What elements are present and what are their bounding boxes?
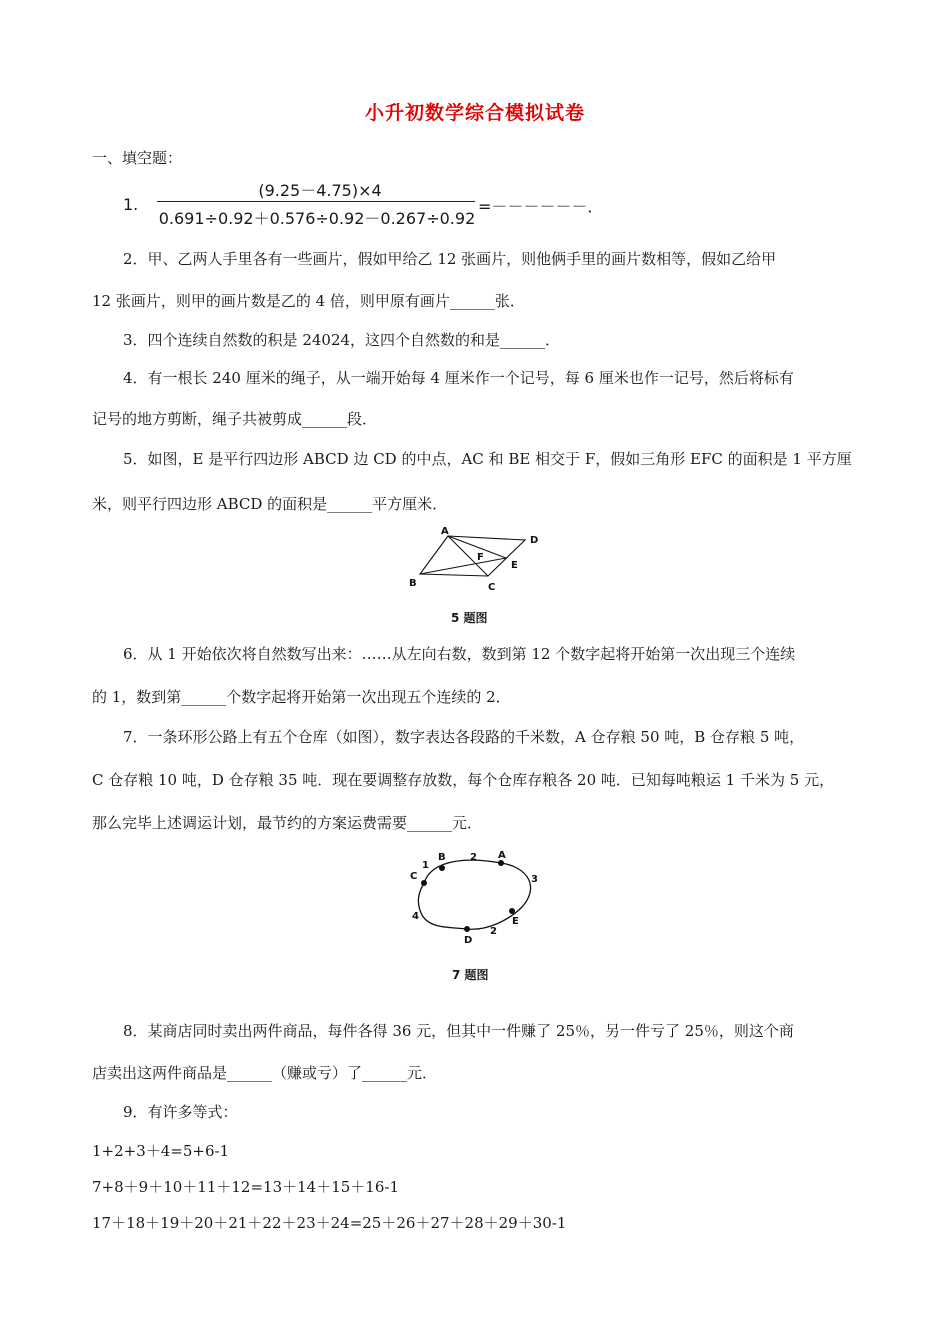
q5-figure-caption: 5 题图: [451, 611, 488, 625]
q9-equation-3: 17＋18＋19＋20＋21＋22＋23＋24=25＋26＋27＋28＋29＋30-1: [92, 1214, 567, 1232]
q8-line1: 8．某商店同时卖出两件商品，每件各得 36 元，但其中一件赚了 25％，另一件亏了 25％，则这个商: [123, 1022, 794, 1040]
q7-dist-ed: 2: [490, 926, 497, 937]
q5-label-b: B: [409, 578, 417, 589]
q9-equation-2: 7+8＋9＋10＋11＋12=13＋14＋15＋16-1: [92, 1178, 399, 1196]
q7-label-e: E: [512, 916, 519, 927]
q1-denominator: 0.691÷0.92＋0.576÷0.92－0.267÷0.92: [158, 209, 476, 228]
q2-line2: 12 张画片，则甲的画片数是乙的 4 倍，则甲原有画片______张．: [92, 292, 525, 310]
q1-answer-blank: =－－－－－－．: [478, 197, 604, 216]
q7-dist-ae: 3: [531, 874, 538, 885]
q5-parallelogram-figure: [400, 526, 550, 594]
page-title: 小升初数学综合模拟试卷: [364, 102, 585, 124]
q7-line2: C 仓存粮 10 吨，D 仓存粮 35 吨．现在要调整存放数，每个仓库存粮各 20 吨．已知每吨粮运 1 千米为 5 元，: [92, 771, 835, 789]
q2-line1: 2．甲、乙两人手里各有一些画片，假如甲给乙 12 张画片，则他俩手里的画片数相等，假如乙给甲: [123, 250, 777, 268]
q7-figure-caption: 7 题图: [452, 968, 489, 982]
q7-dist-ba: 2: [470, 852, 477, 863]
q7-ring-road-figure: [400, 845, 550, 955]
q5-label-c: C: [488, 582, 496, 593]
q9-equation-1: 1+2+3＋4=5+6-1: [92, 1142, 230, 1160]
q7-label-a: A: [498, 850, 506, 861]
section-heading: 一、填空题：: [92, 149, 183, 167]
q8-line2: 店卖出这两件商品是______（赚或亏）了______元．: [92, 1064, 438, 1082]
q6-line2: 的 1，数到第______个数字起将开始第一次出现五个连续的 2．: [92, 688, 511, 706]
q7-label-c: C: [410, 871, 418, 882]
q3-line1: 3．四个连续自然数的积是 24024，这四个自然数的和是______．: [123, 331, 561, 349]
q1-number: 1.: [123, 195, 139, 214]
q5-label-d: D: [530, 535, 539, 546]
q9-line1: 9．有许多等式：: [123, 1103, 238, 1121]
q5-label-f: F: [477, 552, 484, 563]
q1-numerator: (9.25－4.75)×4: [258, 181, 382, 200]
q7-line3: 那么完毕上述调运计划，最节约的方案运费需要______元．: [92, 814, 483, 832]
q7-label-b: B: [438, 852, 446, 863]
q7-line1: 7．一条环形公路上有五个仓库（如图），数字表达各段路的千米数，A 仓存粮 50 吨，B 仓存粮 5 吨，: [123, 728, 805, 746]
q1-fraction-bar: [157, 201, 475, 202]
q7-dist-dc: 4: [412, 911, 419, 922]
q4-line2: 记号的地方剪断，绳子共被剪成______段．: [92, 410, 378, 428]
q5-line1: 5．如图，E 是平行四边形 ABCD 边 CD 的中点，AC 和 BE 相交于 F，假如三角形 EFC 的面积是 1 平方厘: [123, 450, 852, 468]
q6-line1: 6．从 1 开始依次将自然数写出来：……从左向右数，数到第 12 个数字起将开始第一次出现三个连续: [123, 645, 796, 663]
q5-label-a: A: [441, 526, 449, 537]
q5-line2: 米，则平行四边形 ABCD 的面积是______平方厘米．: [92, 495, 448, 513]
q4-line1: 4．有一根长 240 厘米的绳子，从一端开始每 4 厘米作一个记号，每 6 厘米也作一记号，然后将标有: [123, 369, 794, 387]
q5-label-e: E: [511, 560, 518, 571]
q7-dist-cb: 1: [422, 860, 429, 871]
q7-label-d: D: [464, 935, 473, 946]
